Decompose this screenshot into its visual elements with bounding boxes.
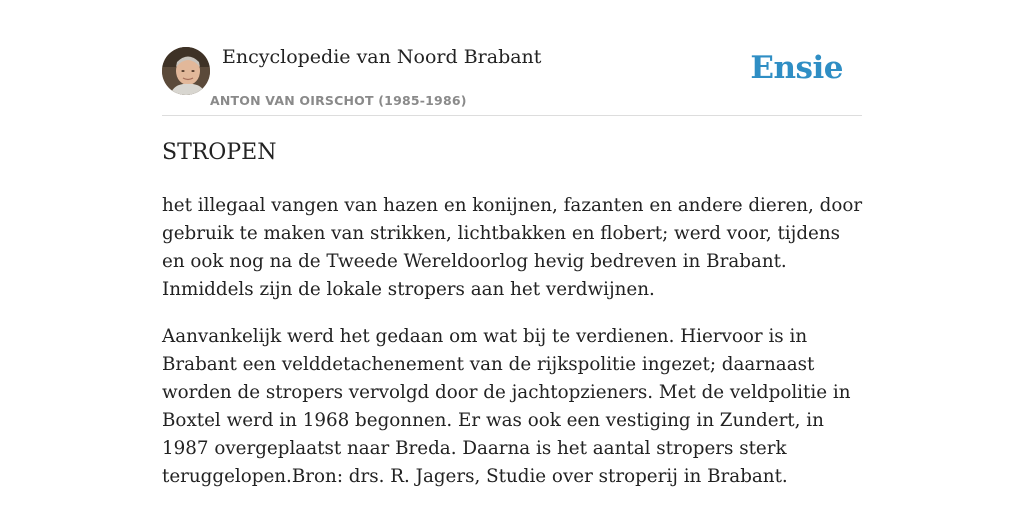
source-title[interactable]: Encyclopedie van Noord Brabant	[222, 46, 542, 68]
page-container	[162, 0, 863, 487]
header	[162, 0, 862, 116]
author-name[interactable]: ANTON VAN OIRSCHOT (1985-1986)	[210, 93, 467, 108]
entry-paragraph-2: Aanvankelijk werd het gedaan om wat bij te verdienen. Hiervoor is in Brabant een velddetachenement van de rijkspolitie ingezet; daarnaast worden de stropers vervolgd door de jachtopzieners. Met de veldpolitie in Boxtel werd in 1968 begonnen. Er was ook een vestiging in Zundert, in 1987 overgeplaatst naar Breda. Daarna is het aantal stropers sterk teruggelopen.Bron: drs. R. Jagers, Studie over stroperij in Brabant.	[162, 326, 851, 487]
entry-paragraph-1: het illegaal vangen van hazen en konijnen, fazanten en andere dieren, door gebruik te maken van strikken, lichtbakken en flobert; werd voor, tijdens en ook nog na de Tweede Wereldoorlog hevig bedreven in Brabant. Inmiddels zijn de lokale stropers aan het verdwijnen.	[162, 195, 863, 300]
ensie-logo[interactable]: Ensie	[750, 50, 843, 86]
author-avatar[interactable]	[162, 47, 210, 95]
author-portrait-icon	[162, 47, 210, 95]
entry-title: STROPEN	[162, 140, 277, 165]
